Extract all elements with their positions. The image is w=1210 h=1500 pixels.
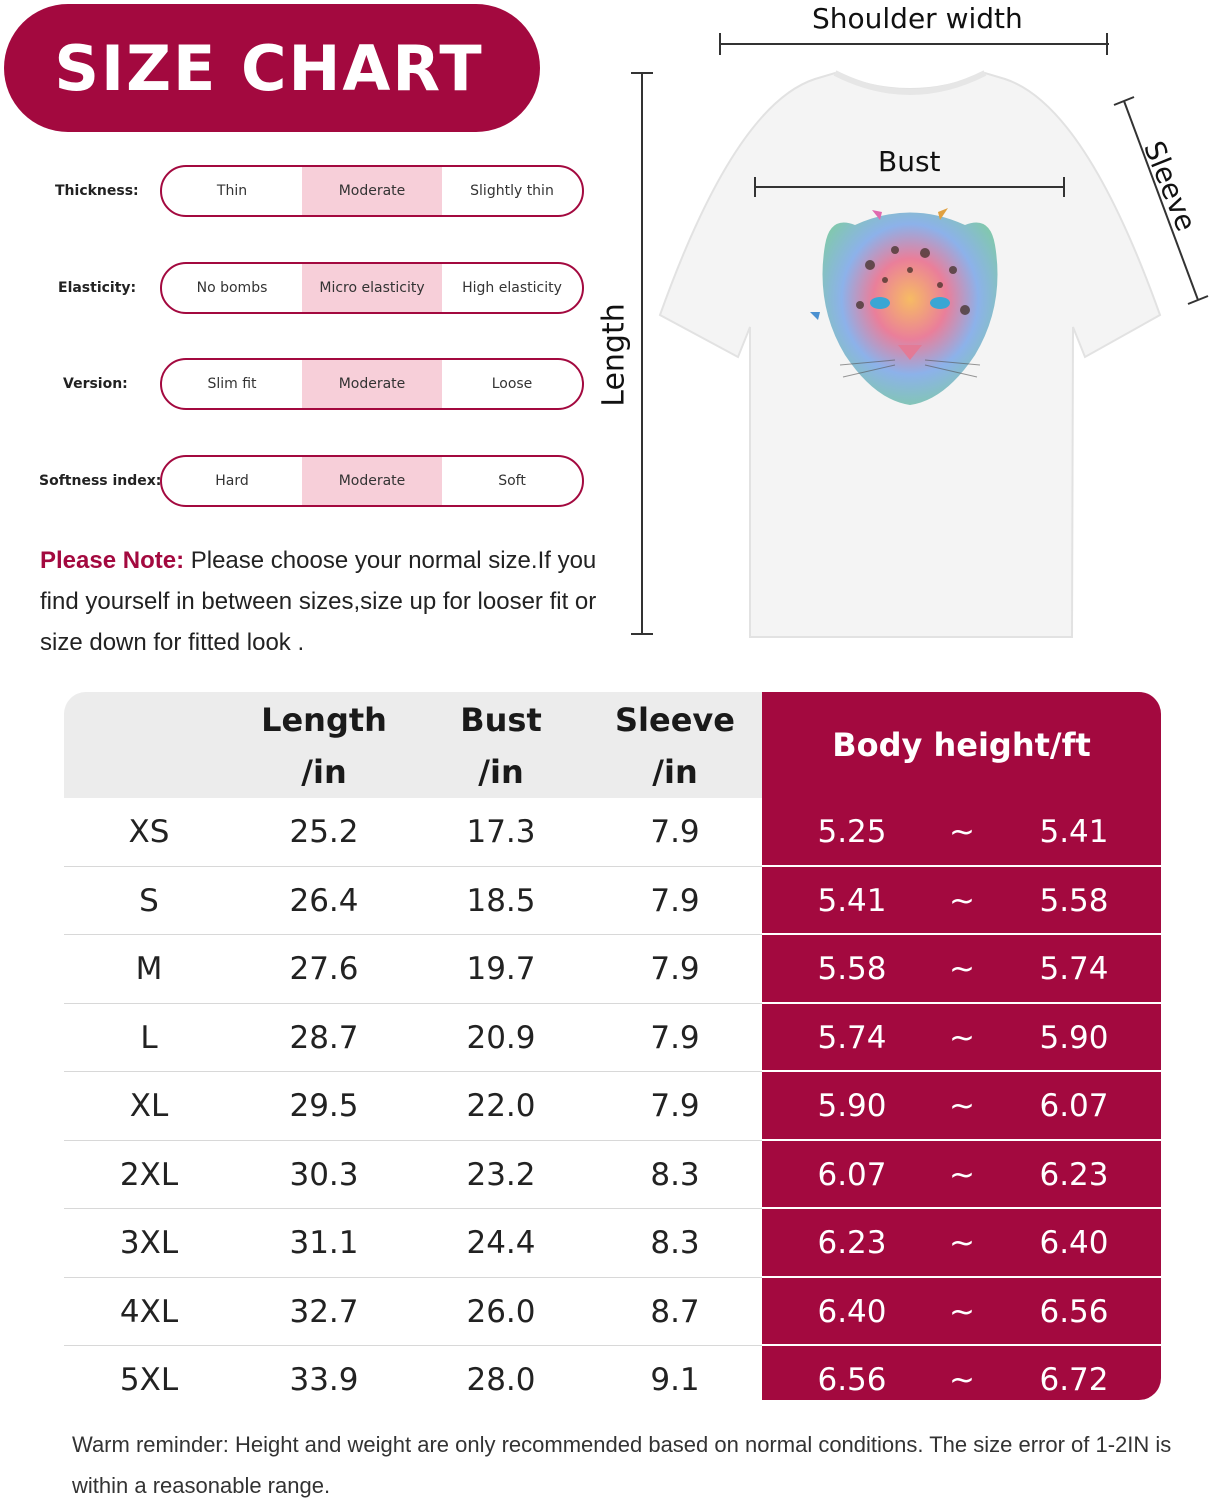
table-row (64, 1278, 1161, 1347)
cell-bust: 22.0 (466, 1088, 536, 1124)
cell-sleeve: 8.3 (650, 1225, 700, 1261)
table-row (64, 1209, 1161, 1278)
cell-length: 32.7 (289, 1293, 359, 1330)
cell-bust: 24.4 (466, 1225, 536, 1261)
size-chart-title-banner (4, 4, 540, 132)
attribute-option-selected: Moderate (302, 360, 442, 408)
cell-length: 30.3 (289, 1156, 359, 1193)
cell-h-min: 6.40 (817, 1293, 887, 1330)
shoulder-measure-line (720, 43, 1109, 45)
cell-length: 28.7 (289, 1019, 359, 1056)
cell-h-min: 5.74 (817, 1019, 887, 1056)
cell-h-max: 6.72 (1039, 1362, 1109, 1398)
cell-size: M (135, 951, 163, 987)
cell-sleeve: 8.7 (650, 1293, 700, 1330)
cell-sleeve: 7.9 (650, 1019, 700, 1056)
bust-measure-line (755, 186, 1065, 188)
cell-sleeve: 7.9 (650, 951, 700, 987)
cell-h-max: 6.56 (1039, 1293, 1109, 1330)
length-measure-cap (631, 72, 653, 74)
cell-h-min: 6.56 (817, 1362, 887, 1398)
cell-bust: 23.2 (466, 1156, 536, 1193)
bust-measure-cap (754, 177, 756, 197)
header-length: Length /in (261, 701, 387, 791)
cell-tilde: ~ (949, 1293, 975, 1330)
attribute-option: Hard (215, 473, 249, 489)
attribute-label: Softness index: (39, 473, 162, 489)
table-row (64, 867, 1161, 936)
cell-h-max: 6.07 (1039, 1088, 1109, 1124)
length-label: Length (597, 299, 632, 410)
header-body-height: Body height/ft (832, 726, 1091, 764)
cell-length: 27.6 (289, 951, 359, 987)
cell-sleeve: 9.1 (650, 1362, 700, 1398)
note-text: Please choose your normal size.If you find yourself in between sizes,size up for looser fit or size down for fitted look . (40, 547, 597, 656)
header-bust: Bust /in (460, 701, 542, 791)
cell-tilde: ~ (949, 1156, 975, 1193)
cell-length: 29.5 (289, 1088, 359, 1124)
cell-size: L (140, 1019, 158, 1056)
cell-h-min: 5.25 (817, 814, 887, 850)
cell-h-max: 6.40 (1039, 1225, 1109, 1261)
cell-tilde: ~ (949, 1019, 975, 1056)
attribute-option-selected: Moderate (302, 167, 442, 215)
attribute-option: High elasticity (462, 280, 562, 296)
length-measure-cap (631, 633, 653, 635)
cell-length: 33.9 (289, 1362, 359, 1398)
attribute-option: No bombs (196, 280, 268, 296)
cell-length: 31.1 (289, 1225, 359, 1261)
table-row (64, 1346, 1161, 1400)
table-row (64, 1141, 1161, 1210)
attribute-option: Slim fit (207, 376, 257, 392)
attribute-row-elasticity (0, 262, 600, 314)
cell-bust: 20.9 (466, 1019, 536, 1056)
cell-sleeve: 7.9 (650, 814, 700, 850)
cell-tilde: ~ (949, 814, 975, 850)
table-row (64, 1072, 1161, 1141)
table-row (64, 1004, 1161, 1073)
bust-measure-cap (1063, 177, 1065, 197)
cell-tilde: ~ (949, 882, 975, 919)
attribute-option: Soft (498, 473, 526, 489)
shoulder-measure-cap (1106, 33, 1108, 55)
cell-h-max: 5.74 (1039, 951, 1109, 987)
cell-bust: 28.0 (466, 1362, 536, 1398)
attribute-scale (160, 358, 584, 410)
cell-size: XL (129, 1088, 169, 1124)
length-measure-line (641, 73, 643, 635)
table-row (64, 798, 1161, 867)
cell-size: S (139, 882, 159, 919)
cell-bust: 19.7 (466, 951, 536, 987)
cell-sleeve: 7.9 (650, 1088, 700, 1124)
attribute-label: Thickness: (55, 183, 139, 199)
cell-length: 25.2 (289, 814, 359, 850)
cell-h-min: 5.90 (817, 1088, 887, 1124)
sleeve-label: Sleeve (1137, 136, 1203, 236)
cell-h-max: 5.90 (1039, 1019, 1109, 1056)
shoulder-measure-cap (719, 33, 721, 55)
attribute-row-thickness (0, 165, 600, 217)
header-sleeve: Sleeve /in (615, 701, 735, 791)
attribute-option-selected: Micro elasticity (302, 264, 442, 312)
cell-h-max: 6.23 (1039, 1156, 1109, 1193)
cell-sleeve: 7.9 (650, 882, 700, 919)
shoulder-width-label: Shoulder width (812, 2, 1023, 35)
attribute-option: Loose (491, 376, 533, 392)
cell-size: 5XL (119, 1362, 179, 1398)
cell-bust: 26.0 (466, 1293, 536, 1330)
attribute-scale (160, 262, 584, 314)
cell-h-min: 5.41 (817, 882, 887, 919)
cell-tilde: ~ (949, 1225, 975, 1261)
note-heading: Please Note: (40, 547, 185, 574)
cell-length: 26.4 (289, 882, 359, 919)
attribute-scale (160, 165, 584, 217)
cell-tilde: ~ (949, 951, 975, 987)
attribute-option: Thin (216, 183, 248, 199)
warm-reminder: Warm reminder: Height and weight are only recommended based on normal conditions. The size error of 1-2IN is within a reasonable range. (72, 1432, 1172, 1498)
attribute-row-version (0, 358, 600, 410)
cell-h-min: 5.58 (817, 951, 887, 987)
please-note (40, 540, 600, 663)
attribute-label: Elasticity: (58, 280, 137, 296)
page-title: SIZE CHART (54, 31, 484, 105)
attribute-label: Version: (63, 376, 128, 392)
cell-h-min: 6.23 (817, 1225, 887, 1261)
cell-size: 4XL (119, 1293, 179, 1330)
cell-size: 3XL (119, 1225, 179, 1261)
cell-sleeve: 8.3 (650, 1156, 700, 1193)
size-table (64, 692, 1161, 1400)
attribute-option: Slightly thin (470, 183, 554, 199)
bust-label: Bust (878, 145, 941, 178)
cell-h-max: 5.58 (1039, 882, 1109, 919)
cell-bust: 18.5 (466, 882, 536, 919)
attribute-option-selected: Moderate (302, 457, 442, 505)
cell-tilde: ~ (949, 1088, 975, 1124)
cell-size: XS (128, 814, 170, 850)
table-row (64, 935, 1161, 1004)
cell-bust: 17.3 (466, 814, 536, 850)
cell-h-max: 5.41 (1039, 814, 1109, 850)
cell-tilde: ~ (949, 1362, 975, 1398)
attribute-scale (160, 455, 584, 507)
cell-size: 2XL (119, 1156, 179, 1193)
attribute-row-softness (0, 455, 600, 507)
cell-h-min: 6.07 (817, 1156, 887, 1193)
